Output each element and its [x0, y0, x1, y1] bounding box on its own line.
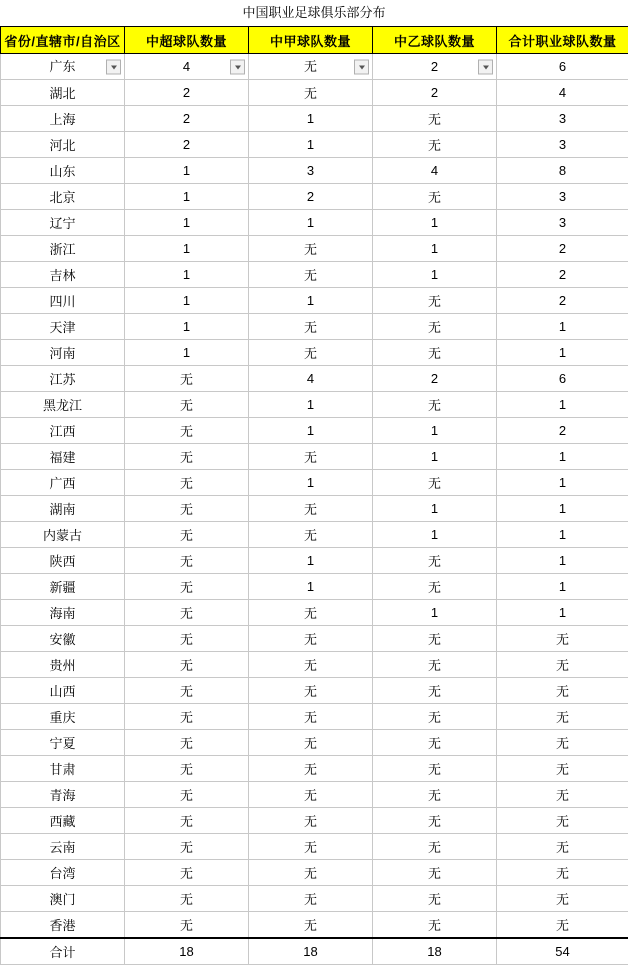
cell-value: 无 [249, 236, 373, 262]
cell-value: 1 [373, 262, 497, 288]
cell-province: 湖北 [1, 80, 125, 106]
cell-value: 无 [497, 626, 628, 652]
cell-value: 无 [497, 756, 628, 782]
cell-value: 4 [249, 366, 373, 392]
table-row [1, 262, 628, 288]
cell-value: 无 [373, 392, 497, 418]
table-row [1, 626, 628, 652]
cell-value: 无 [125, 834, 249, 860]
table-row [1, 54, 628, 80]
cell-value: 无 [125, 522, 249, 548]
cell-value: 1 [125, 262, 249, 288]
cell-text: 广东 [49, 54, 75, 79]
cell-value: 无 [373, 808, 497, 834]
cell-value: 无 [497, 834, 628, 860]
table-row [1, 236, 628, 262]
cell-province: 浙江 [1, 236, 125, 262]
cell-value: 无 [125, 730, 249, 756]
chevron-down-icon[interactable] [354, 59, 369, 74]
cell-value: 无 [125, 808, 249, 834]
cell-value: 3 [497, 210, 628, 236]
cell-value: 3 [497, 184, 628, 210]
cell-value: 2 [373, 366, 497, 392]
cell-value: 无 [373, 652, 497, 678]
cell-value: 1 [249, 106, 373, 132]
cell-province: 上海 [1, 106, 125, 132]
cell-value: 1 [373, 236, 497, 262]
column-header-province[interactable]: 省份/直辖市/自治区 [1, 27, 125, 54]
cell-value: 8 [497, 158, 628, 184]
cell-value: 无 [249, 860, 373, 886]
cell-value: 无 [125, 678, 249, 704]
table-row [1, 158, 628, 184]
column-header-total[interactable]: 合计职业球队数量 [497, 27, 628, 54]
cell-value: 无 [249, 496, 373, 522]
cell-value: 无 [125, 860, 249, 886]
cell-province: 北京 [1, 184, 125, 210]
cell-province: 贵州 [1, 652, 125, 678]
cell-value: 1 [125, 210, 249, 236]
cell-value: 18 [373, 938, 497, 965]
cell-value: 无 [249, 808, 373, 834]
cell-value: 无 [249, 652, 373, 678]
cell-province: 湖南 [1, 496, 125, 522]
table-row [1, 444, 628, 470]
cell-value: 1 [249, 548, 373, 574]
cell-value: 无 [249, 522, 373, 548]
table-row [1, 652, 628, 678]
cell-value [373, 54, 497, 80]
chevron-down-icon[interactable] [106, 59, 121, 74]
cell-value: 18 [249, 938, 373, 965]
cell-value: 无 [497, 652, 628, 678]
cell-value: 无 [249, 80, 373, 106]
cell-value: 1 [249, 392, 373, 418]
cell-value: 3 [497, 106, 628, 132]
cell-value: 1 [125, 340, 249, 366]
cell-value: 无 [373, 314, 497, 340]
table-row [1, 340, 628, 366]
cell-value: 1 [497, 340, 628, 366]
cell-text: 无 [304, 54, 317, 79]
table-body [1, 54, 628, 965]
cell-value: 1 [497, 392, 628, 418]
cell-province: 河北 [1, 132, 125, 158]
cell-value: 无 [373, 834, 497, 860]
cell-value: 6 [497, 366, 628, 392]
cell-value: 无 [373, 574, 497, 600]
cell-province: 青海 [1, 782, 125, 808]
cell-value: 无 [249, 678, 373, 704]
cell-province: 云南 [1, 834, 125, 860]
club-distribution-table [0, 26, 628, 965]
cell-province [1, 54, 125, 80]
cell-province: 河南 [1, 340, 125, 366]
table-row [1, 288, 628, 314]
table-row [1, 392, 628, 418]
cell-value: 2 [497, 288, 628, 314]
cell-value: 无 [373, 548, 497, 574]
table-row [1, 886, 628, 912]
cell-value: 2 [497, 262, 628, 288]
cell-value: 4 [373, 158, 497, 184]
cell-value: 无 [373, 106, 497, 132]
cell-province: 合计 [1, 938, 125, 965]
cell-value: 54 [497, 938, 628, 965]
table-row [1, 548, 628, 574]
cell-province: 澳门 [1, 886, 125, 912]
cell-value: 无 [249, 704, 373, 730]
cell-value: 无 [125, 782, 249, 808]
cell-province: 甘肃 [1, 756, 125, 782]
cell-province: 江西 [1, 418, 125, 444]
cell-value: 无 [125, 756, 249, 782]
table-row [1, 704, 628, 730]
table-row [1, 782, 628, 808]
chevron-down-icon[interactable] [478, 59, 493, 74]
cell-value: 无 [125, 366, 249, 392]
cell-value: 1 [125, 314, 249, 340]
cell-value: 无 [249, 912, 373, 939]
cell-value: 1 [125, 158, 249, 184]
cell-value: 1 [249, 132, 373, 158]
cell-value: 1 [497, 444, 628, 470]
table-row [1, 834, 628, 860]
cell-value: 无 [373, 886, 497, 912]
table-row [1, 184, 628, 210]
cell-value: 无 [373, 912, 497, 939]
table-row [1, 210, 628, 236]
page-title: 中国职业足球俱乐部分布 [0, 0, 628, 26]
table-row [1, 808, 628, 834]
cell-province: 江苏 [1, 366, 125, 392]
table-row [1, 470, 628, 496]
cell-value: 6 [497, 54, 628, 80]
cell-province: 天津 [1, 314, 125, 340]
cell-value: 无 [373, 730, 497, 756]
table-row [1, 522, 628, 548]
cell-province: 西藏 [1, 808, 125, 834]
table-row [1, 496, 628, 522]
cell-value: 无 [249, 834, 373, 860]
cell-value: 2 [373, 80, 497, 106]
cell-value: 1 [249, 574, 373, 600]
cell-value: 无 [125, 470, 249, 496]
cell-value: 1 [249, 288, 373, 314]
cell-value: 1 [125, 184, 249, 210]
cell-value: 无 [373, 860, 497, 886]
cell-value: 无 [125, 626, 249, 652]
cell-value: 1 [125, 236, 249, 262]
cell-value: 无 [249, 340, 373, 366]
cell-value: 3 [497, 132, 628, 158]
column-header-league-two[interactable]: 中乙球队数量 [373, 27, 497, 54]
cell-value: 无 [125, 912, 249, 939]
cell-value: 3 [249, 158, 373, 184]
cell-value: 无 [497, 860, 628, 886]
cell-value: 18 [125, 938, 249, 965]
cell-value: 4 [497, 80, 628, 106]
cell-value: 无 [373, 756, 497, 782]
cell-value: 1 [373, 522, 497, 548]
cell-value: 1 [373, 418, 497, 444]
cell-value: 无 [373, 678, 497, 704]
cell-province: 重庆 [1, 704, 125, 730]
cell-value: 无 [373, 782, 497, 808]
cell-value: 无 [373, 288, 497, 314]
cell-value: 1 [497, 574, 628, 600]
cell-value: 无 [249, 444, 373, 470]
cell-value: 无 [125, 496, 249, 522]
cell-value: 1 [497, 496, 628, 522]
cell-value: 无 [497, 704, 628, 730]
table-row [1, 756, 628, 782]
cell-value: 1 [125, 288, 249, 314]
column-header-league-one[interactable]: 中甲球队数量 [249, 27, 373, 54]
cell-value: 1 [497, 314, 628, 340]
cell-value: 无 [125, 704, 249, 730]
cell-value: 无 [373, 704, 497, 730]
table-header-row [1, 27, 628, 54]
cell-value: 无 [249, 782, 373, 808]
cell-province: 宁夏 [1, 730, 125, 756]
cell-value: 1 [373, 444, 497, 470]
cell-value: 无 [125, 886, 249, 912]
cell-province: 陕西 [1, 548, 125, 574]
table-row [1, 574, 628, 600]
cell-text: 4 [183, 54, 190, 79]
cell-province: 台湾 [1, 860, 125, 886]
cell-value: 无 [497, 678, 628, 704]
cell-value: 2 [497, 418, 628, 444]
cell-value: 无 [249, 626, 373, 652]
cell-value: 无 [497, 782, 628, 808]
cell-province: 广西 [1, 470, 125, 496]
cell-value: 1 [373, 600, 497, 626]
cell-value [125, 54, 249, 80]
cell-value: 无 [125, 418, 249, 444]
cell-province: 安徽 [1, 626, 125, 652]
table-total-row [1, 938, 628, 965]
cell-text: 2 [431, 54, 438, 79]
cell-value: 无 [249, 314, 373, 340]
cell-value: 无 [497, 808, 628, 834]
table-row [1, 730, 628, 756]
cell-value: 无 [249, 886, 373, 912]
cell-province: 山东 [1, 158, 125, 184]
cell-value: 无 [497, 886, 628, 912]
cell-province: 黑龙江 [1, 392, 125, 418]
table-row [1, 132, 628, 158]
cell-value: 无 [249, 600, 373, 626]
table-row [1, 860, 628, 886]
cell-value: 无 [497, 912, 628, 939]
cell-value: 无 [497, 730, 628, 756]
cell-value: 2 [497, 236, 628, 262]
cell-value: 1 [497, 548, 628, 574]
chevron-down-icon[interactable] [230, 59, 245, 74]
cell-value: 2 [125, 132, 249, 158]
cell-province: 内蒙古 [1, 522, 125, 548]
cell-province: 山西 [1, 678, 125, 704]
table-row [1, 366, 628, 392]
cell-value: 无 [373, 132, 497, 158]
cell-province: 四川 [1, 288, 125, 314]
table-row [1, 418, 628, 444]
cell-province: 海南 [1, 600, 125, 626]
cell-value: 无 [373, 340, 497, 366]
cell-value: 2 [125, 80, 249, 106]
cell-value: 无 [125, 574, 249, 600]
cell-value: 无 [249, 756, 373, 782]
cell-value: 无 [125, 444, 249, 470]
table-row [1, 678, 628, 704]
table-row [1, 912, 628, 939]
cell-province: 辽宁 [1, 210, 125, 236]
cell-value: 无 [125, 652, 249, 678]
cell-value: 无 [249, 730, 373, 756]
table-row [1, 80, 628, 106]
cell-value: 1 [249, 418, 373, 444]
cell-province: 吉林 [1, 262, 125, 288]
cell-value: 1 [249, 470, 373, 496]
table-row [1, 314, 628, 340]
cell-value: 无 [125, 548, 249, 574]
cell-value: 1 [373, 210, 497, 236]
cell-value: 无 [373, 470, 497, 496]
cell-province: 香港 [1, 912, 125, 939]
cell-value: 无 [249, 262, 373, 288]
cell-province: 新疆 [1, 574, 125, 600]
cell-value: 1 [497, 522, 628, 548]
cell-value: 2 [249, 184, 373, 210]
cell-value: 无 [125, 392, 249, 418]
column-header-csl[interactable]: 中超球队数量 [125, 27, 249, 54]
cell-province: 福建 [1, 444, 125, 470]
cell-value: 1 [497, 600, 628, 626]
cell-value: 1 [497, 470, 628, 496]
cell-value: 无 [373, 626, 497, 652]
table-row [1, 600, 628, 626]
cell-value: 无 [125, 600, 249, 626]
table-row [1, 106, 628, 132]
cell-value: 1 [249, 210, 373, 236]
cell-value: 无 [373, 184, 497, 210]
cell-value [249, 54, 373, 80]
cell-value: 1 [373, 496, 497, 522]
cell-value: 2 [125, 106, 249, 132]
